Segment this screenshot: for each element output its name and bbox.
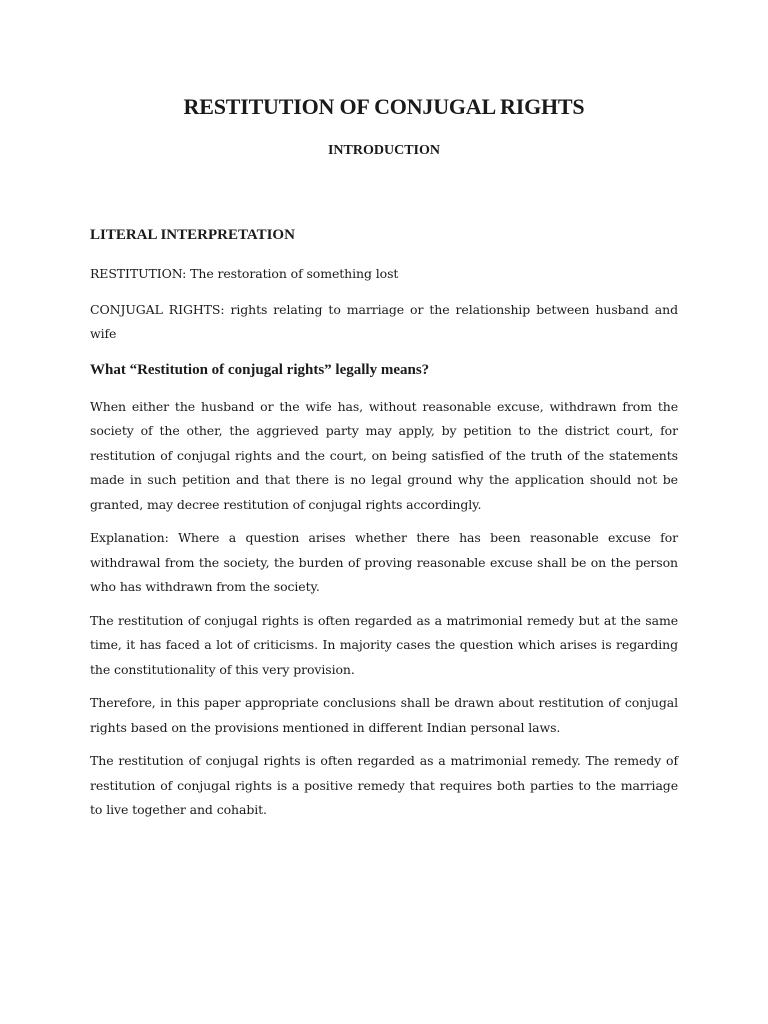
paragraph-conclusions: Therefore, in this paper appropriate conclusions shall be drawn about restitution of conjugal rights based on the provisions mentioned in different Indian personal laws. <box>90 695 678 735</box>
heading-legal-meaning: What “Restitution of conjugal rights” legally means? <box>90 361 430 378</box>
paragraph-positive-remedy: The restitution of conjugal rights is often regarded as a matrimonial remedy. The remedy of restitution of conjugal rights is a positive remedy that requires both parties to the marriage to live together and cohabit. <box>90 753 678 817</box>
section-title-introduction: INTRODUCTION <box>327 143 440 158</box>
definition-conjugal-rights: CONJUGAL RIGHTS: rights relating to marriage or the relationship between husband and wife <box>90 301 678 341</box>
document-body <box>90 224 678 832</box>
paragraph-legal-definition: When either the husband or the wife has, without reasonable excuse, withdrawn from the society of the other, the aggrieved party may apply, by petition to the district court, for restitution of conjugal rights and the court, on being satisfied of the truth of the statements made in such petition and that there is no legal ground why the application should not be granted, may decree restitution of conjugal rights accordingly. <box>90 398 678 512</box>
paragraph-explanation: Explanation: Where a question arises whether there has been reasonable excuse for withdrawal from the society, the burden of proving reasonable excuse shall be on the person who has withdrawn from the society. <box>90 530 678 594</box>
definition-restitution: RESTITUTION: The restoration of something lost <box>90 266 399 281</box>
paragraph-criticisms: The restitution of conjugal rights is often regarded as a matrimonial remedy but at the same time, it has faced a lot of criticisms. In majority cases the question which arises is regarding the constitutionality of this very provision. <box>90 612 678 677</box>
document-title: RESTITUTION OF CONJUGAL RIGHTS <box>183 94 585 119</box>
heading-literal-interpretation: LITERAL INTERPRETATION <box>90 227 295 243</box>
